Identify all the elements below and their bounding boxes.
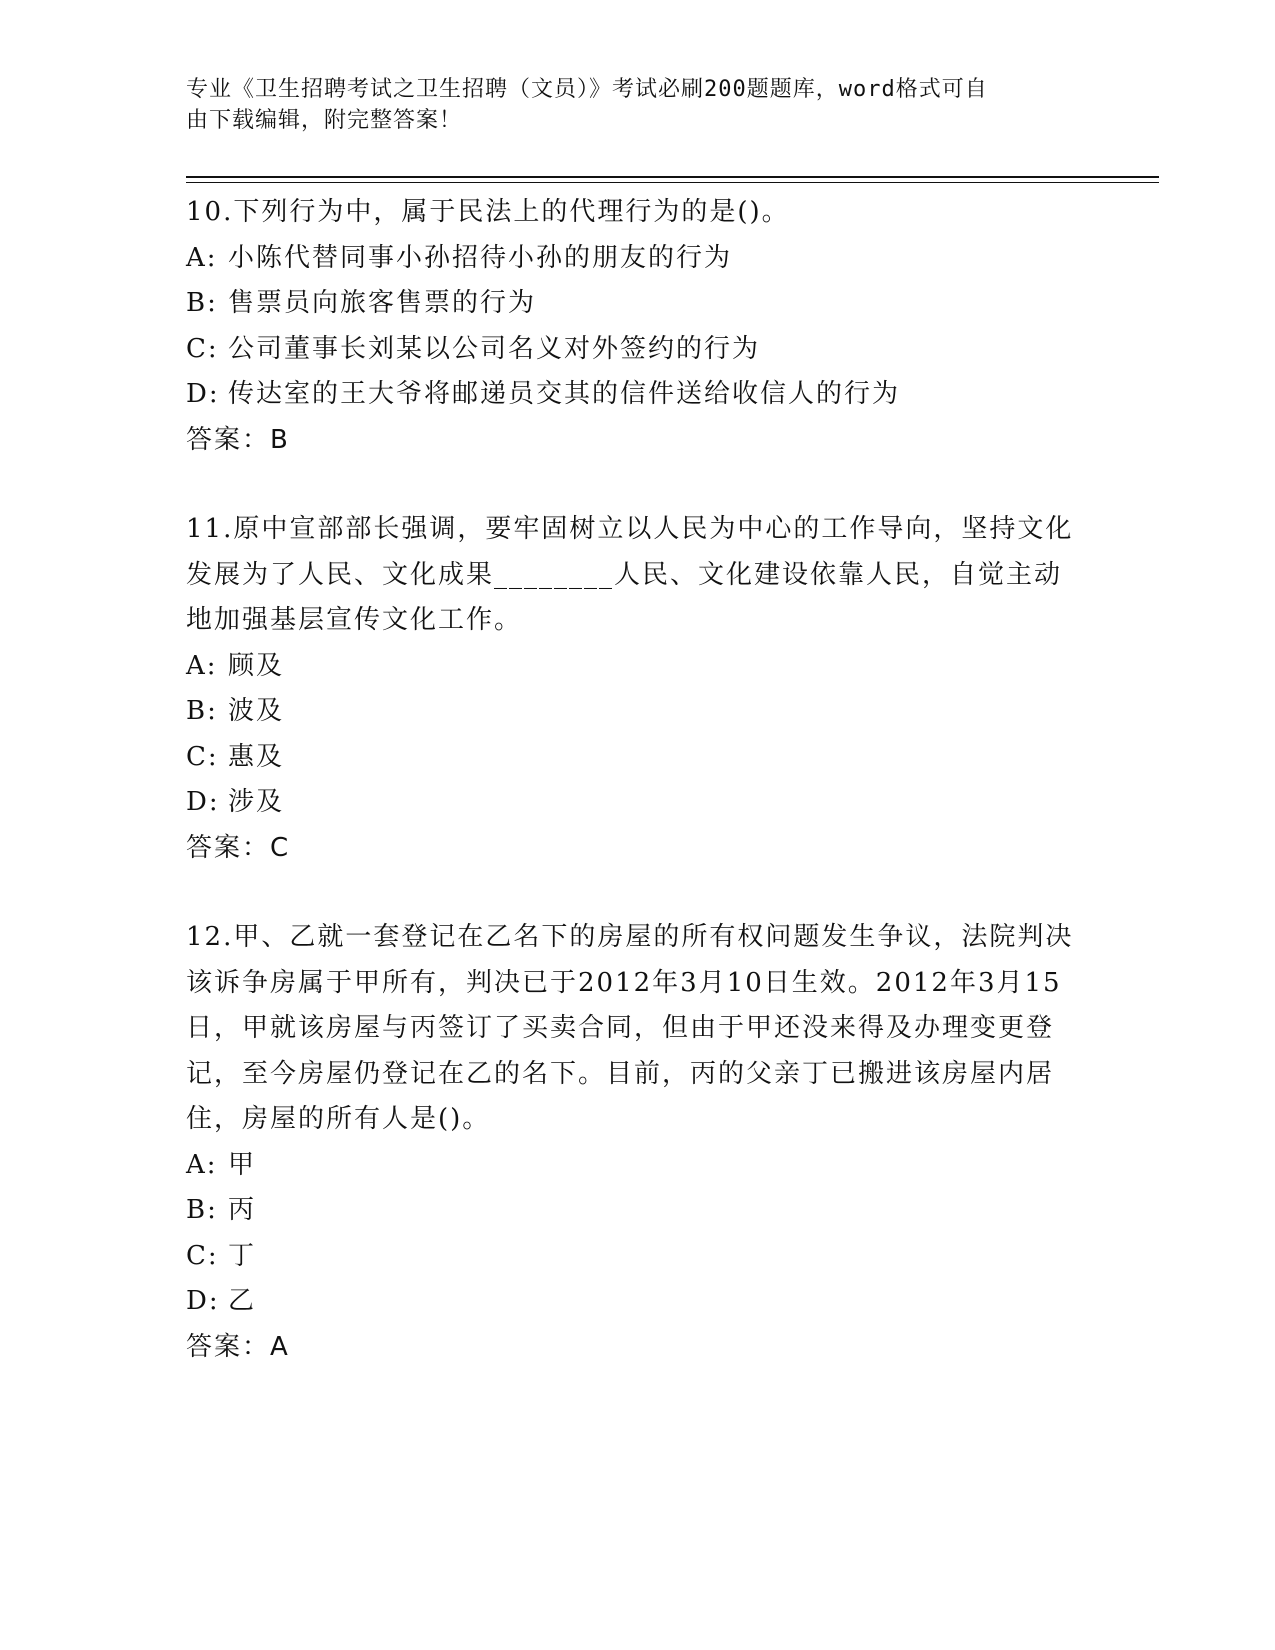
option-letter: A: [186,650,218,681]
option-text: 传达室的王大爷将邮递员交其的信件送给收信人的行为 [228,379,901,409]
option-text: 小陈代替同事小孙招待小孙的朋友的行为 [228,242,733,273]
option-b [186,281,1086,327]
option-c [186,735,1086,781]
header-line-2: 由下载编辑，附完整答案！ [186,108,463,133]
answer-line: 答案：B [186,424,290,455]
option-text: 乙 [228,1286,257,1316]
option-letter: D: [186,1286,220,1316]
option-letter: D: [186,379,220,409]
option-text: 甲 [228,1149,257,1180]
option-letter: C: [186,333,219,364]
answer-line: 答案：C [186,832,291,863]
option-a [186,644,1086,690]
question-10 [186,190,1086,463]
option-d [186,1279,1086,1325]
header-divider-thin [186,182,1159,183]
option-text: 顾及 [228,650,285,681]
option-letter: D: [186,787,220,817]
option-letter: B: [186,288,218,318]
answer-line: 答案：A [186,1331,290,1362]
option-text: 丙 [228,1195,257,1225]
option-letter: B: [186,696,218,726]
option-text: 公司董事长刘某以公司名义对外签约的行为 [228,333,761,364]
option-a [186,236,1086,282]
option-letter: C: [186,741,219,772]
option-letter: A: [186,242,218,273]
option-b [186,1188,1086,1234]
option-d [186,780,1086,826]
question-11 [186,507,1086,871]
option-text: 涉及 [228,787,285,817]
option-b [186,689,1086,735]
option-d [186,372,1086,418]
question-stem: 10.下列行为中，属于民法上的代理行为的是()。 [186,197,790,227]
option-text: 惠及 [228,741,285,772]
option-letter: C: [186,1240,219,1271]
option-letter: B: [186,1195,218,1225]
option-c [186,327,1086,373]
question-list [186,190,1086,1414]
option-text: 丁 [228,1240,257,1271]
question-12 [186,915,1086,1370]
option-a [186,1143,1086,1189]
document-header [186,74,1066,136]
question-stem: 11.原中宣部部长强调，要牢固树立以人民为中心的工作导向，坚持文化发展为了人民、文化成果________人民、文化建设依靠人民，自觉主动地加强基层宣传文化工作。 [186,514,1074,635]
option-letter: A: [186,1149,218,1180]
option-text: 波及 [228,696,285,726]
question-stem: 12.甲、乙就一套登记在乙名下的房屋的所有权问题发生争议，法院判决该诉争房属于甲所有，判决已于2012年3月10日生效。2012年3月15日，甲就该房屋与丙签订了买卖合同，但由于甲还没来得及办理变更登记，至今房屋仍登记在乙的名下。目前，丙的父亲丁已搬进该房屋内居住，房屋的所有人是()。 [186,922,1074,1134]
option-text: 售票员向旅客售票的行为 [228,288,537,318]
header-divider-thick [186,176,1159,178]
header-line-1: 专业《卫生招聘考试之卫生招聘（文员）》考试必刷200题题库，word格式可自 [186,77,988,102]
option-c [186,1234,1086,1280]
